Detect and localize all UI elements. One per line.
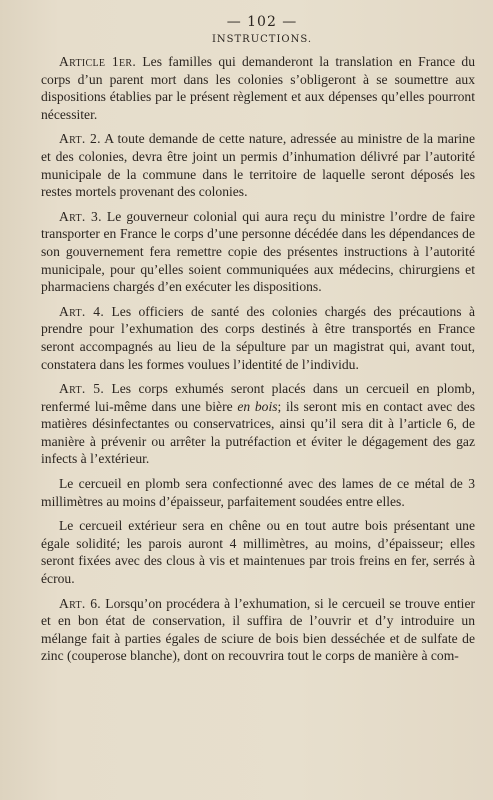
- article-1-text: Les familles qui demanderont la translation en France du corps d’un parent mort dans les colonies s’obligeront à se soumettre aux dispositions établies par le présent règlement et aux dépenses qu’elles pourront nécessiter.: [41, 54, 476, 122]
- article-5-text-before: Les corps exhumés seront placés dans un cercueil en plomb, renfermé lui-même dans une bière: [41, 381, 475, 414]
- outer-coffin-text: Le cercueil extérieur sera en chêne ou en tout autre bois présentant une égale solidité; les parois auront 4 millimètres, au moins, d’épaisseur; elles seront fixées avec des clous à vis et maintenues par trois freins en fer, serrés à écrou.: [41, 518, 475, 587]
- page-number: — 102 —: [226, 14, 298, 30]
- article-2-text: A toute demande de cette nature, adressée au ministre de la marine et des colonies, devra être joint un permis d’inhumation délivré par l’autorité municipale de la commune dans le territoire de laquelle seront déposés les restes mortels provenant des colonies.: [41, 131, 475, 200]
- article-6-paragraph: [41, 595, 475, 665]
- running-head: INSTRUCTIONS.: [211, 34, 313, 45]
- lead-coffin-paragraph: [41, 475, 475, 510]
- article-1-paragraph: [41, 53, 475, 123]
- article-5-text-after: ; ils seront mis en contact avec des matières désinfectantes ou conservatrices, ainsi qu’il sera dit à l’article 6, de manière à prévenir ou arrêter la putréfaction et éviter le dégagement des gaz infects à l’extérieur.: [41, 398, 476, 467]
- article-3-heading: Art. 3.: [59, 208, 102, 224]
- article-3-paragraph: [41, 208, 475, 296]
- article-4-heading: Art. 4.: [59, 303, 105, 319]
- article-3-text: Le gouverneur colonial qui aura reçu du ministre l’ordre de faire transporter en France le corps d’une personne décédée dans les dépendances de son gouvernement fera remettre copie des présentes instructions à l’autorité municipale, pour qu’elles soient communiquées aux médecins, chirurgiens et pharmaciens chargés d’en exécuter les dispositions.: [41, 208, 475, 295]
- article-6-text: Lorsqu’on procédera à l’exhumation, si le cercueil se trouve entier et en bon état de conservation, il suffira de l’ouvrir et d’y introduire un mélange fait à parties égales de sciure de bois bien desséchée et de sulfate de zinc (couperose blanche), dont on recouvrira tout le corps de manière à com-: [41, 595, 475, 664]
- article-4-text: Les officiers de santé des colonies chargés des précautions à prendre pour l’exhumation des corps destinés à être transportés en France seront accompagnés au lieu de la sépulture par un magistrat qui, avant tout, constatera dans les formes voulues l’identité de l’individu.: [41, 303, 475, 372]
- article-5-heading: Art. 5.: [59, 381, 105, 397]
- article-2-heading: Art. 2.: [59, 131, 101, 147]
- article-6-heading: Art. 6.: [59, 595, 101, 611]
- outer-coffin-paragraph: [41, 517, 475, 587]
- article-1-heading: Article 1er.: [59, 54, 137, 69]
- article-5-italic-text: en bois: [237, 398, 278, 414]
- article-2-paragraph: [41, 130, 475, 200]
- article-5-paragraph: [41, 380, 475, 468]
- lead-coffin-text: Le cercueil en plomb sera confectionné avec des lames de ce métal de 3 millimètres au moins d’épaisseur, parfaitement soudées entre elles.: [41, 476, 475, 509]
- article-4-paragraph: [41, 303, 475, 373]
